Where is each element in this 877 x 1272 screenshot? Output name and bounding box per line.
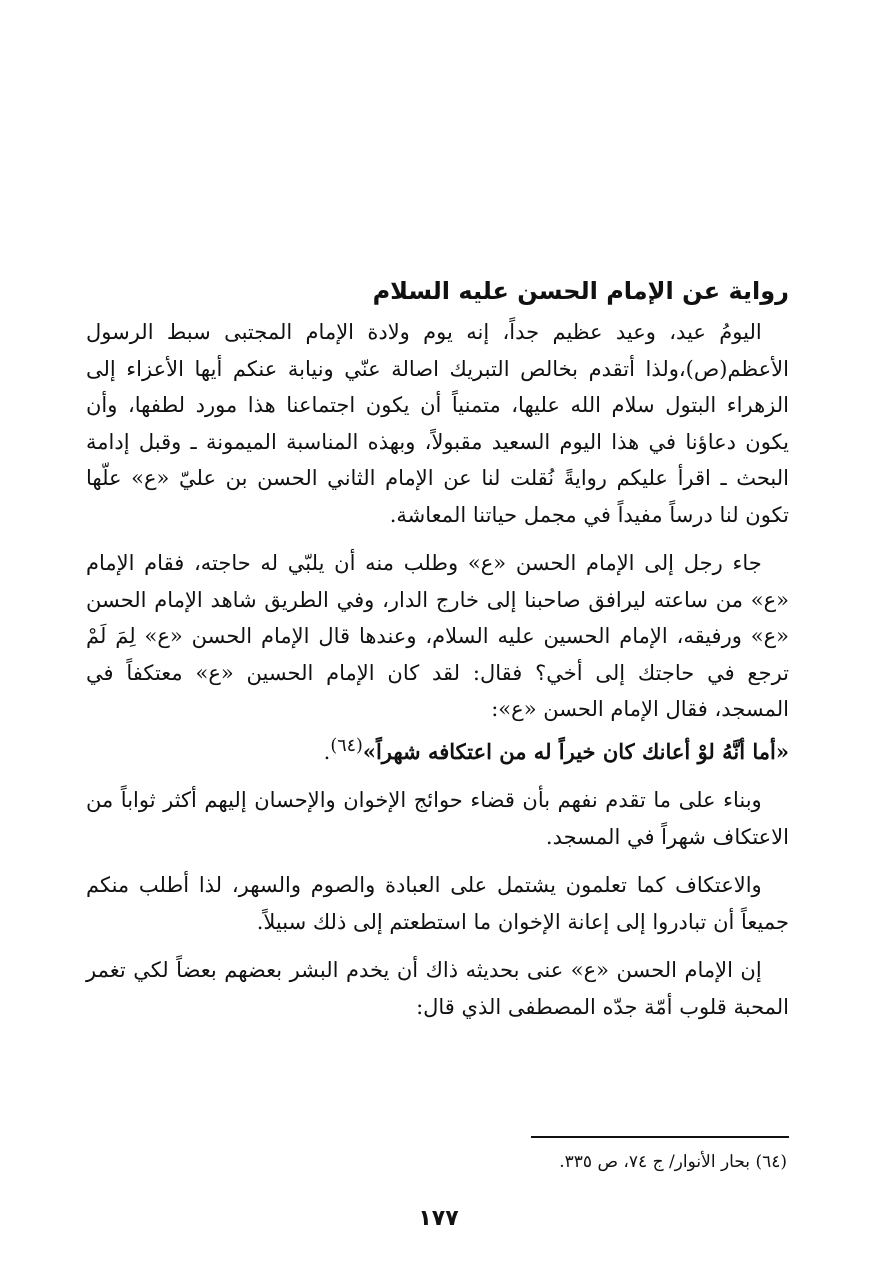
footnote: (٦٤) بحار الأنوار/ ج ٧٤، ص ٣٣٥. (559, 1152, 787, 1172)
footnote-marker: (٦٤) (330, 735, 363, 756)
page-body (86, 272, 789, 1037)
narration-text: جاء رجل إلى الإمام الحسن «ع» وطلب منه أن يلبّي له حاجته، فقام الإمام «ع» من ساعته ليرافق صاحبنا إلى خارج الدار، وفي الطريق شاهد الإمام الحسن «ع» ورفيقه، الإمام الحسين عليه السلام، وعندها قال الإمام الحسن «ع» لِمَ لَمْ ترجع في حاجتك إلى أخي؟ فقال: لقد كان الإمام الحسين «ع» معتكفاً في المسجد، فقال الإمام الحسن «ع»: (86, 551, 789, 721)
paragraph-itikaf: والاعتكاف كما تعلمون يشتمل على العبادة والصوم والسهر، لذا أطلب منكم جميعاً أن تبادروا إلى إعانة الإخوان ما استطعتم إلى ذلك سبيلاً. (86, 873, 789, 934)
paragraph-narration (86, 545, 789, 770)
quote-end: . (323, 739, 331, 764)
hadith-quote: «أما أنَّهُ لوْ أعانك كان خيراً له من اعتكافه شهراً» (362, 738, 789, 764)
section-heading: رواية عن الإمام الحسن عليه السلام (372, 277, 789, 305)
page-number: ١٧٧ (418, 1206, 459, 1231)
paragraph-service: إن الإمام الحسن «ع» عنى بحديثه ذاك أن يخدم البشر بعضهم بعضاً لكي تغمر المحبة قلوب أمّة جدّه المصطفى الذي قال: (86, 958, 789, 1019)
paragraph-conclusion: وبناء على ما تقدم نفهم بأن قضاء حوائج الإخوان والإحسان إليهم أكثر ثواباً من الاعتكاف شهراً في المسجد. (86, 788, 789, 849)
footnote-divider (531, 1136, 789, 1138)
paragraph-intro: اليومُ عيد، وعيد عظيم جداً، إنه يوم ولادة الإمام المجتبى سبط الرسول الأعظم(ص)،ولذا أتقدم بخالص التبريك اصالة عنّي ونيابة عنكم أيها الأعزاء إلى الزهراء البتول سلام الله عليها، متمنياً أن يكون اجتماعنا هذا مورد لطفها، وأن يكون دعاؤنا في هذا اليوم السعيد مقبولاً، وبهذه المناسبة الميمونة ـ وقبل إدامة البحث ـ اقرأ عليكم روايةً نُقلت لنا عن الإمام الثاني الحسن بن عليّ «ع» علّها تكون لنا درساً مفيداً في مجمل حياتنا المعاشة. (86, 320, 789, 527)
